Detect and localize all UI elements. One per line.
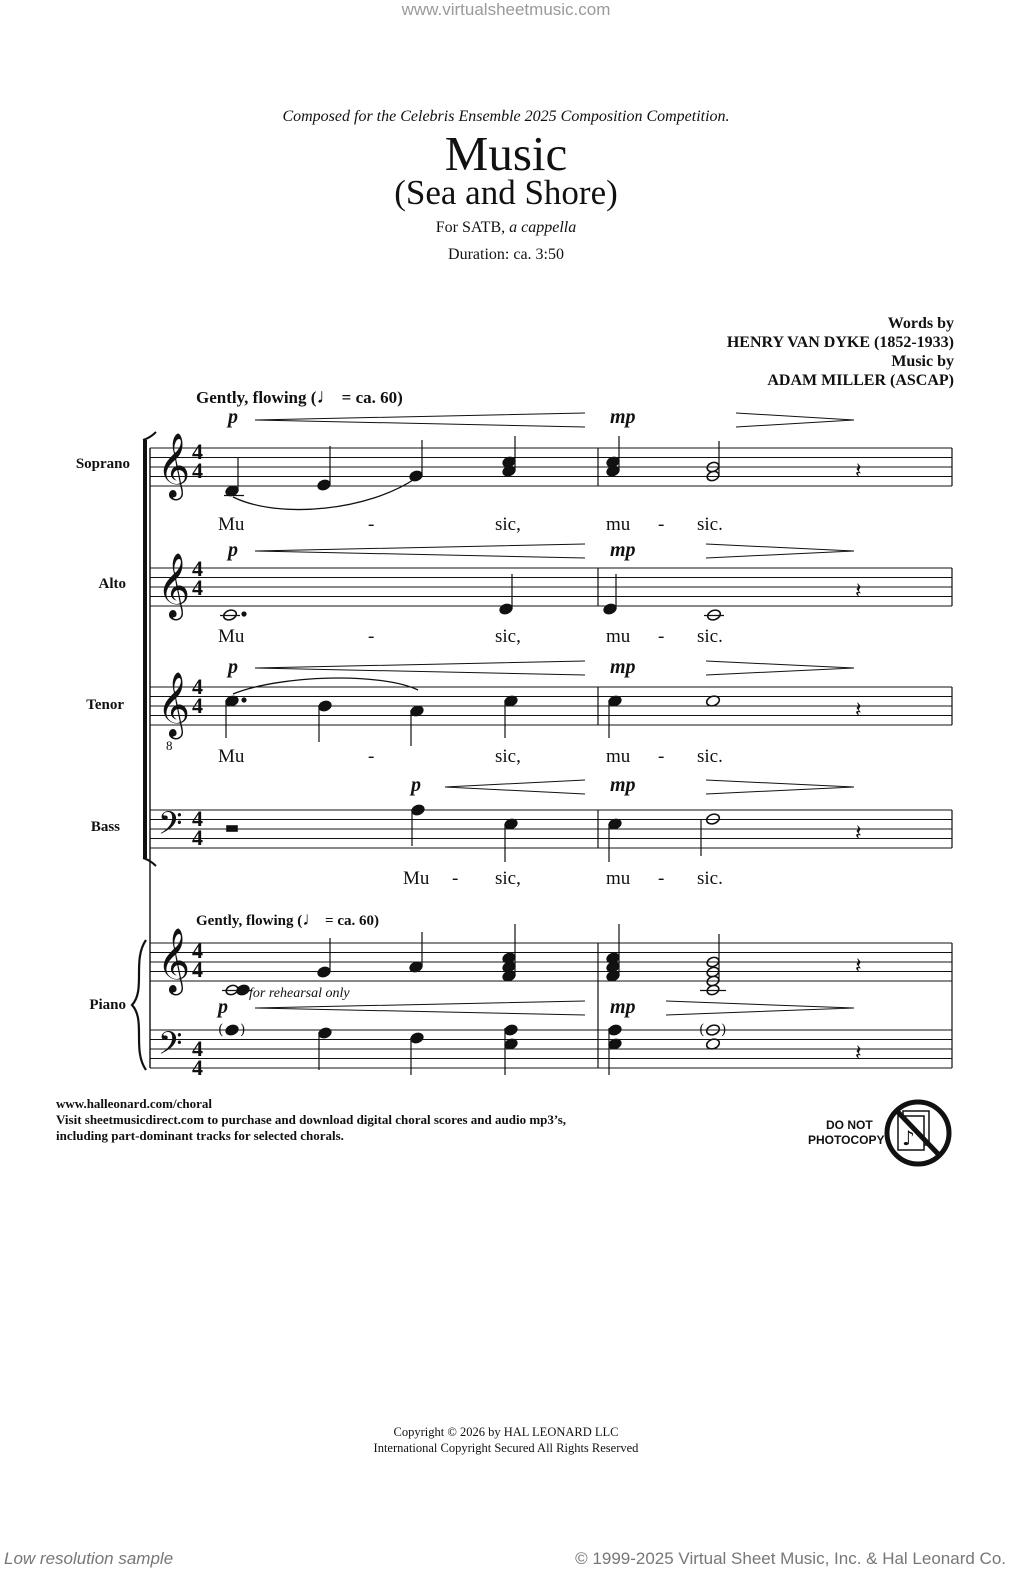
notehead xyxy=(411,804,425,816)
lyric-soprano-6: sic. xyxy=(697,514,723,535)
notehead xyxy=(317,479,331,491)
duration: Duration: ca. 3:50 xyxy=(448,246,564,263)
time-signature-bass: 4 4 xyxy=(192,806,203,850)
lyric-bass-4: mu xyxy=(606,868,631,889)
footer-info xyxy=(56,1096,566,1144)
time-signature-soprano: 4 4 xyxy=(192,439,203,483)
notehead xyxy=(504,1024,518,1036)
lyric-bass-1: Mu xyxy=(403,868,430,889)
treble-clef-icon: 𝄞 xyxy=(157,672,191,737)
time-signature-piano-bass: 4 4 xyxy=(192,1036,203,1080)
slur-tenor xyxy=(233,678,418,694)
lyricist: HENRY VAN DYKE (1852-1933) xyxy=(726,334,954,351)
treble-clef-icon: 𝄞 xyxy=(157,553,191,618)
dynamic-p-piano: p xyxy=(218,996,228,1018)
lyric-bass-5: - xyxy=(658,868,665,889)
voicing-style: a cappella xyxy=(509,219,577,236)
dynamic-mp-alto: mp xyxy=(610,539,636,561)
staff-bass xyxy=(150,806,952,850)
lyric-tenor-6: sic. xyxy=(697,746,723,767)
lyric-bass-6: sic. xyxy=(697,868,723,889)
decrescendo-tenor xyxy=(706,661,854,675)
lyric-bass-2: - xyxy=(452,868,459,889)
notehead xyxy=(318,1027,332,1039)
composer: ADAM MILLER (ASCAP) xyxy=(767,372,954,389)
crescendo-piano xyxy=(255,1001,585,1015)
lyric-alto-3: sic, xyxy=(495,626,521,647)
piano-rehearsal-note: for rehearsal only xyxy=(249,986,350,1001)
notehead xyxy=(236,984,250,996)
lyric-tenor-1: Mu xyxy=(218,746,245,767)
bass-clef-icon: 𝄢 xyxy=(158,805,183,849)
bass-clef-icon: 𝄢 xyxy=(158,1025,183,1069)
decrescendo-bass xyxy=(706,780,854,794)
staff-tenor xyxy=(150,687,952,725)
quarter-rest-icon: 𝄽 xyxy=(855,579,862,604)
copyright-line-1: Copyright © 2026 by HAL LEONARD LLC xyxy=(393,1425,619,1439)
watermark-url: www.virtualsheetmusic.com xyxy=(401,0,611,19)
dynamic-p-tenor: p xyxy=(228,656,238,678)
staff-alto xyxy=(150,568,952,606)
lyric-tenor-3: sic, xyxy=(495,746,521,767)
lyric-soprano-3: sic, xyxy=(495,514,521,535)
crescendo-bass xyxy=(445,780,585,794)
footer-url[interactable]: www.halleonard.com/choral xyxy=(56,1096,212,1111)
words-label: Words by xyxy=(887,315,954,332)
part-name-tenor: Tenor xyxy=(86,697,124,713)
staff-soprano xyxy=(150,448,952,486)
crescendo-alto xyxy=(255,544,585,558)
dynamic-mp-bass: mp xyxy=(610,774,636,796)
crescendo-soprano xyxy=(255,413,585,427)
paren-close: ) xyxy=(721,1022,727,1038)
copyright xyxy=(0,1424,1012,1456)
dedication: Composed for the Celebris Ensemble 2025 Composition Competition. xyxy=(282,108,730,125)
quarter-rest-icon: 𝄽 xyxy=(855,698,862,723)
no-photocopy-icon xyxy=(887,1102,949,1164)
low-resolution-label: Low resolution sample xyxy=(4,1549,174,1568)
half-rest xyxy=(227,826,237,831)
dynamic-p-alto: p xyxy=(228,539,238,561)
notehead xyxy=(409,470,423,482)
paren-open: ( xyxy=(218,1022,224,1038)
quarter-rest-icon: 𝄽 xyxy=(855,954,862,979)
decrescendo-alto xyxy=(706,544,854,558)
paren-close: ) xyxy=(240,1022,246,1038)
time-signature-piano-treble: 4 4 xyxy=(192,938,203,982)
do-not-photocopy-label: DO NOT PHOTOCOPY xyxy=(808,1118,885,1147)
copyright-line-2: International Copyright Secured All Rights Reserved xyxy=(373,1441,639,1455)
lyric-alto-2: - xyxy=(368,626,375,647)
time-signature-tenor: 4 4 xyxy=(192,674,203,718)
notehead xyxy=(608,1024,622,1036)
treble-clef-icon: 𝄞 xyxy=(157,928,191,993)
staff-piano-bass xyxy=(150,1030,952,1068)
dynamic-p-soprano: p xyxy=(228,406,238,428)
quarter-rest-icon: 𝄽 xyxy=(855,459,862,484)
decrescendo-piano xyxy=(666,1001,854,1015)
lyric-alto-1: Mu xyxy=(218,626,245,647)
dynamic-p-bass: p xyxy=(411,774,421,796)
part-name-soprano: Soprano xyxy=(75,456,130,472)
footer-line-2: Visit sheetmusicdirect.com to purchase and download digital choral scores and audio mp3’s, xyxy=(56,1112,567,1127)
notehead xyxy=(318,700,332,712)
score-subtitle: (Sea and Shore) xyxy=(394,173,618,212)
decrescendo-soprano xyxy=(736,413,854,427)
part-name-bass: Bass xyxy=(90,819,120,835)
lyric-alto-5: - xyxy=(658,626,665,647)
svg-text:♪: ♪ xyxy=(902,1126,915,1150)
voicing-prefix: For SATB, xyxy=(435,219,510,236)
choir-bracket-top xyxy=(143,432,156,440)
score-title: Music xyxy=(444,126,568,181)
part-name-alto: Alto xyxy=(98,576,126,592)
notehead xyxy=(225,1024,239,1036)
dynamic-mp-tenor: mp xyxy=(610,656,636,678)
time-signature-alto: 4 4 xyxy=(192,556,203,600)
treble-clef-icon: 𝄞 xyxy=(157,433,191,498)
paren-open: ( xyxy=(699,1022,705,1038)
lyric-soprano-2: - xyxy=(368,514,375,535)
lyric-soprano-5: - xyxy=(658,514,665,535)
lyric-tenor-2: - xyxy=(368,746,375,767)
site-copyright: © 1999-2025 Virtual Sheet Music, Inc. & Hal Leonard Co. xyxy=(575,1549,1006,1568)
lyric-alto-6: sic. xyxy=(697,626,723,647)
music-label: Music by xyxy=(891,353,954,370)
part-name-piano: Piano xyxy=(89,997,126,1013)
notehead xyxy=(499,603,513,615)
lyric-tenor-5: - xyxy=(658,746,665,767)
quarter-rest-icon: 𝄽 xyxy=(855,821,862,846)
tempo-marking-piano: Gently, flowing (♩ = ca. 60) xyxy=(196,909,379,930)
dynamic-mp-piano: mp xyxy=(610,996,636,1018)
piano-brace xyxy=(132,940,146,1070)
dot xyxy=(242,612,246,616)
lyric-soprano-4: mu xyxy=(606,514,631,535)
quarter-rest-icon: 𝄽 xyxy=(855,1041,862,1066)
notehead xyxy=(317,966,331,978)
tempo-marking: Gently, flowing (♩ = ca. 60) xyxy=(196,384,403,408)
footer-line-3: including part-dominant tracks for selected chorals. xyxy=(56,1128,344,1143)
dynamic-mp-soprano: mp xyxy=(610,406,636,428)
tenor-octave-mark: 8 xyxy=(166,738,173,753)
lyric-soprano-1: Mu xyxy=(218,514,245,535)
lyric-bass-3: sic, xyxy=(495,868,521,889)
staff-piano-treble xyxy=(150,938,952,982)
notehead xyxy=(410,1032,424,1044)
dot xyxy=(242,698,246,702)
lyric-alto-4: mu xyxy=(606,626,631,647)
crescendo-tenor xyxy=(255,661,585,675)
lyric-tenor-4: mu xyxy=(606,746,631,767)
notehead xyxy=(603,603,617,615)
